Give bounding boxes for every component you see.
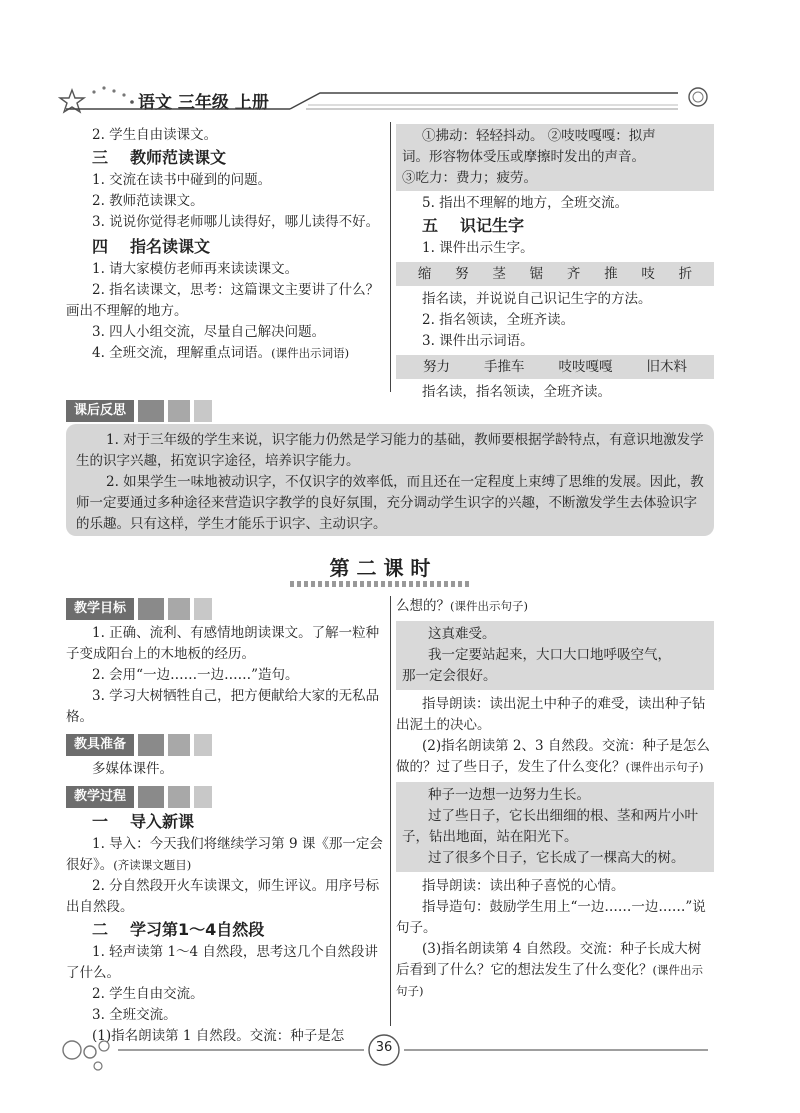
quote-line: 过了很多个日子，它长成了一棵高大的树。 [428, 850, 685, 866]
page-footer [58, 1030, 718, 1080]
section-heading: 五 识记生字 [422, 216, 525, 235]
process-label: 教学过程 [66, 786, 384, 808]
text-line: 多媒体课件。 [92, 761, 173, 777]
text-line: 指导朗读：读出泥土中种子的难受，读出种子钻出泥土的决心。 [396, 696, 706, 733]
quote-box [396, 621, 714, 690]
list-item: 5. 指出不理解的地方，全班交流。 [422, 195, 629, 211]
header-title: 语文 三年级 上册 [138, 93, 269, 113]
section-heading: 一 导入新课 [92, 812, 195, 831]
lesson2-left-column [66, 598, 384, 1047]
character: 推 [604, 266, 618, 282]
quote-line: 那一定会很好。 [402, 668, 497, 684]
text-line: (3)指名朗读第 4 自然段。交流：种子长成大树后看到了什么？它的想法发生了什么变化？(课件出示句子) [396, 941, 703, 998]
list-item: 1. 导入：今天我们将继续学习第 9 课《那一定会很好》。(齐读课文题目) [66, 836, 383, 873]
word: 吱吱嘎嘎 [558, 359, 613, 375]
list-item: 1. 交流在读书中碰到的问题。 [92, 172, 272, 188]
character: 茎 [492, 266, 506, 282]
title-underline [290, 578, 470, 590]
column-divider [390, 596, 391, 1026]
character: 齐 [566, 266, 581, 282]
quote-line: 种子一边想一边努力生长。 [428, 787, 590, 803]
list-item: 2. 指名读课文，思考：这篇课文主要讲了什么？画出不理解的地方。 [66, 282, 380, 319]
page-header [58, 78, 718, 118]
reflection-paragraph: 2. 如果学生一味地被动识字，不仅识字的效率低，而且还在一定程度上束缚了思维的发展。因此，教师一定要通过多种途径来营造识字教学的良好氛围，充分调动学生识字的兴趣，不断激发学生去体验识字的乐趣。只有这样，学生才能乐于识字、主动识字。 [76, 474, 704, 532]
goal-item: 3. 学习大树牺牲自己，把方便献给大家的无私品格。 [66, 688, 380, 725]
top-right-column [396, 124, 714, 403]
new-words-box [396, 355, 714, 379]
text-line: 指名读，指名领读，全班齐读。 [422, 384, 611, 400]
list-item: 4. 全班交流，理解重点词语。(课件出示词语) [92, 345, 350, 361]
top-left-column [66, 125, 384, 364]
definition-line: 词。形容物体受压或摩擦时发出的声音。 [402, 149, 645, 165]
section-heading: 三 教师范读课文 [92, 148, 227, 167]
list-item: 1. 请大家模仿老师再来读读课文。 [92, 261, 299, 277]
character: 努 [455, 266, 469, 282]
list-item: 2. 分自然段开火车读课文，师生评议。用序号标出自然段。 [66, 878, 380, 915]
goals-label: 教学目标 [66, 598, 384, 620]
list-item: 2. 学生自由交流。 [92, 986, 204, 1002]
header-rule [58, 78, 718, 118]
definition-box [396, 124, 714, 191]
list-item: 1. 课件出示生字。 [422, 240, 534, 256]
quote-line: 这真难受。 [428, 626, 496, 642]
text-line: (2)指名朗读第 2、3 自然段。交流：种子是怎么做的？过了些日子，发生了什么变化？(课件出示句子) [396, 738, 710, 775]
list-item: 3. 课件出示词语。 [422, 333, 534, 349]
page-number: 36 [375, 1040, 393, 1055]
lesson-title-banner [290, 552, 470, 592]
definition-line: ③吃力：费力；疲劳。 [402, 170, 537, 186]
list-item: 1. 轻声读第 1～4 自然段，思考这几个自然段讲了什么。 [66, 944, 378, 981]
quote-line: 过了些日子，它长出细细的根、茎和两片小叶子，钻出地面，站在阳光下。 [402, 808, 698, 845]
text-line: 指导朗读：读出种子喜悦的心情。 [422, 878, 625, 894]
text-line: 么想的？(课件出示句子) [396, 598, 528, 614]
character: 缩 [417, 266, 432, 282]
list-item: 3. 说说你觉得老师哪儿读得好，哪儿读得不好。 [92, 214, 380, 230]
character: 吱 [641, 266, 655, 282]
list-item: 2. 指名领读，全班齐读。 [422, 312, 575, 328]
reflection-label: 课后反思 [66, 400, 212, 422]
quote-box [396, 782, 714, 872]
text-line: 2. 学生自由读课文。 [92, 127, 218, 143]
character: 锯 [529, 266, 544, 282]
reflection-paragraph: 1. 对于三年级的学生来说，识字能力仍然是学习能力的基础，教师要根据学龄特点，有意识地激发学生的识字兴趣，拓宽识字途径，培养识字能力。 [76, 432, 704, 469]
word: 旧木料 [646, 359, 687, 375]
new-characters-box [396, 262, 714, 286]
text-line: 指名读，并说说自己识记生字的方法。 [422, 291, 652, 307]
text-line: 指导造句：鼓励学生用上“一边……一边……”说句子。 [396, 899, 706, 936]
character: 折 [678, 266, 693, 282]
column-divider [390, 122, 391, 392]
section-heading: 二 学习第1～4自然段 [92, 920, 265, 939]
reflection-box [66, 424, 714, 536]
list-item: 3. 四人小组交流，尽量自己解决问题。 [92, 324, 326, 340]
lesson2-right-column [396, 596, 714, 1002]
list-item: 3. 全班交流。 [92, 1007, 177, 1023]
quote-line: 我一定要站起来，大口大口地呼吸空气， [428, 647, 671, 663]
section-heading: 四 指名读课文 [92, 237, 211, 256]
lesson-title: 第 二 课 时 [329, 556, 431, 580]
tools-label: 教具准备 [66, 734, 384, 756]
definition-line: ①拂动：轻轻抖动。 ②吱吱嘎嘎：拟声 [422, 128, 656, 144]
word: 手推车 [484, 359, 525, 375]
word: 努力 [423, 359, 450, 375]
goal-item: 1. 正确、流利、有感情地朗读课文。了解一粒种子变成阳台上的木地板的经历。 [66, 625, 380, 662]
goal-item: 2. 会用“一边……一边……”造句。 [92, 667, 299, 683]
list-item: (1)指名朗读第 1 自然段。交流：种子是怎 [92, 1028, 345, 1044]
list-item: 2. 教师范读课文。 [92, 193, 204, 209]
